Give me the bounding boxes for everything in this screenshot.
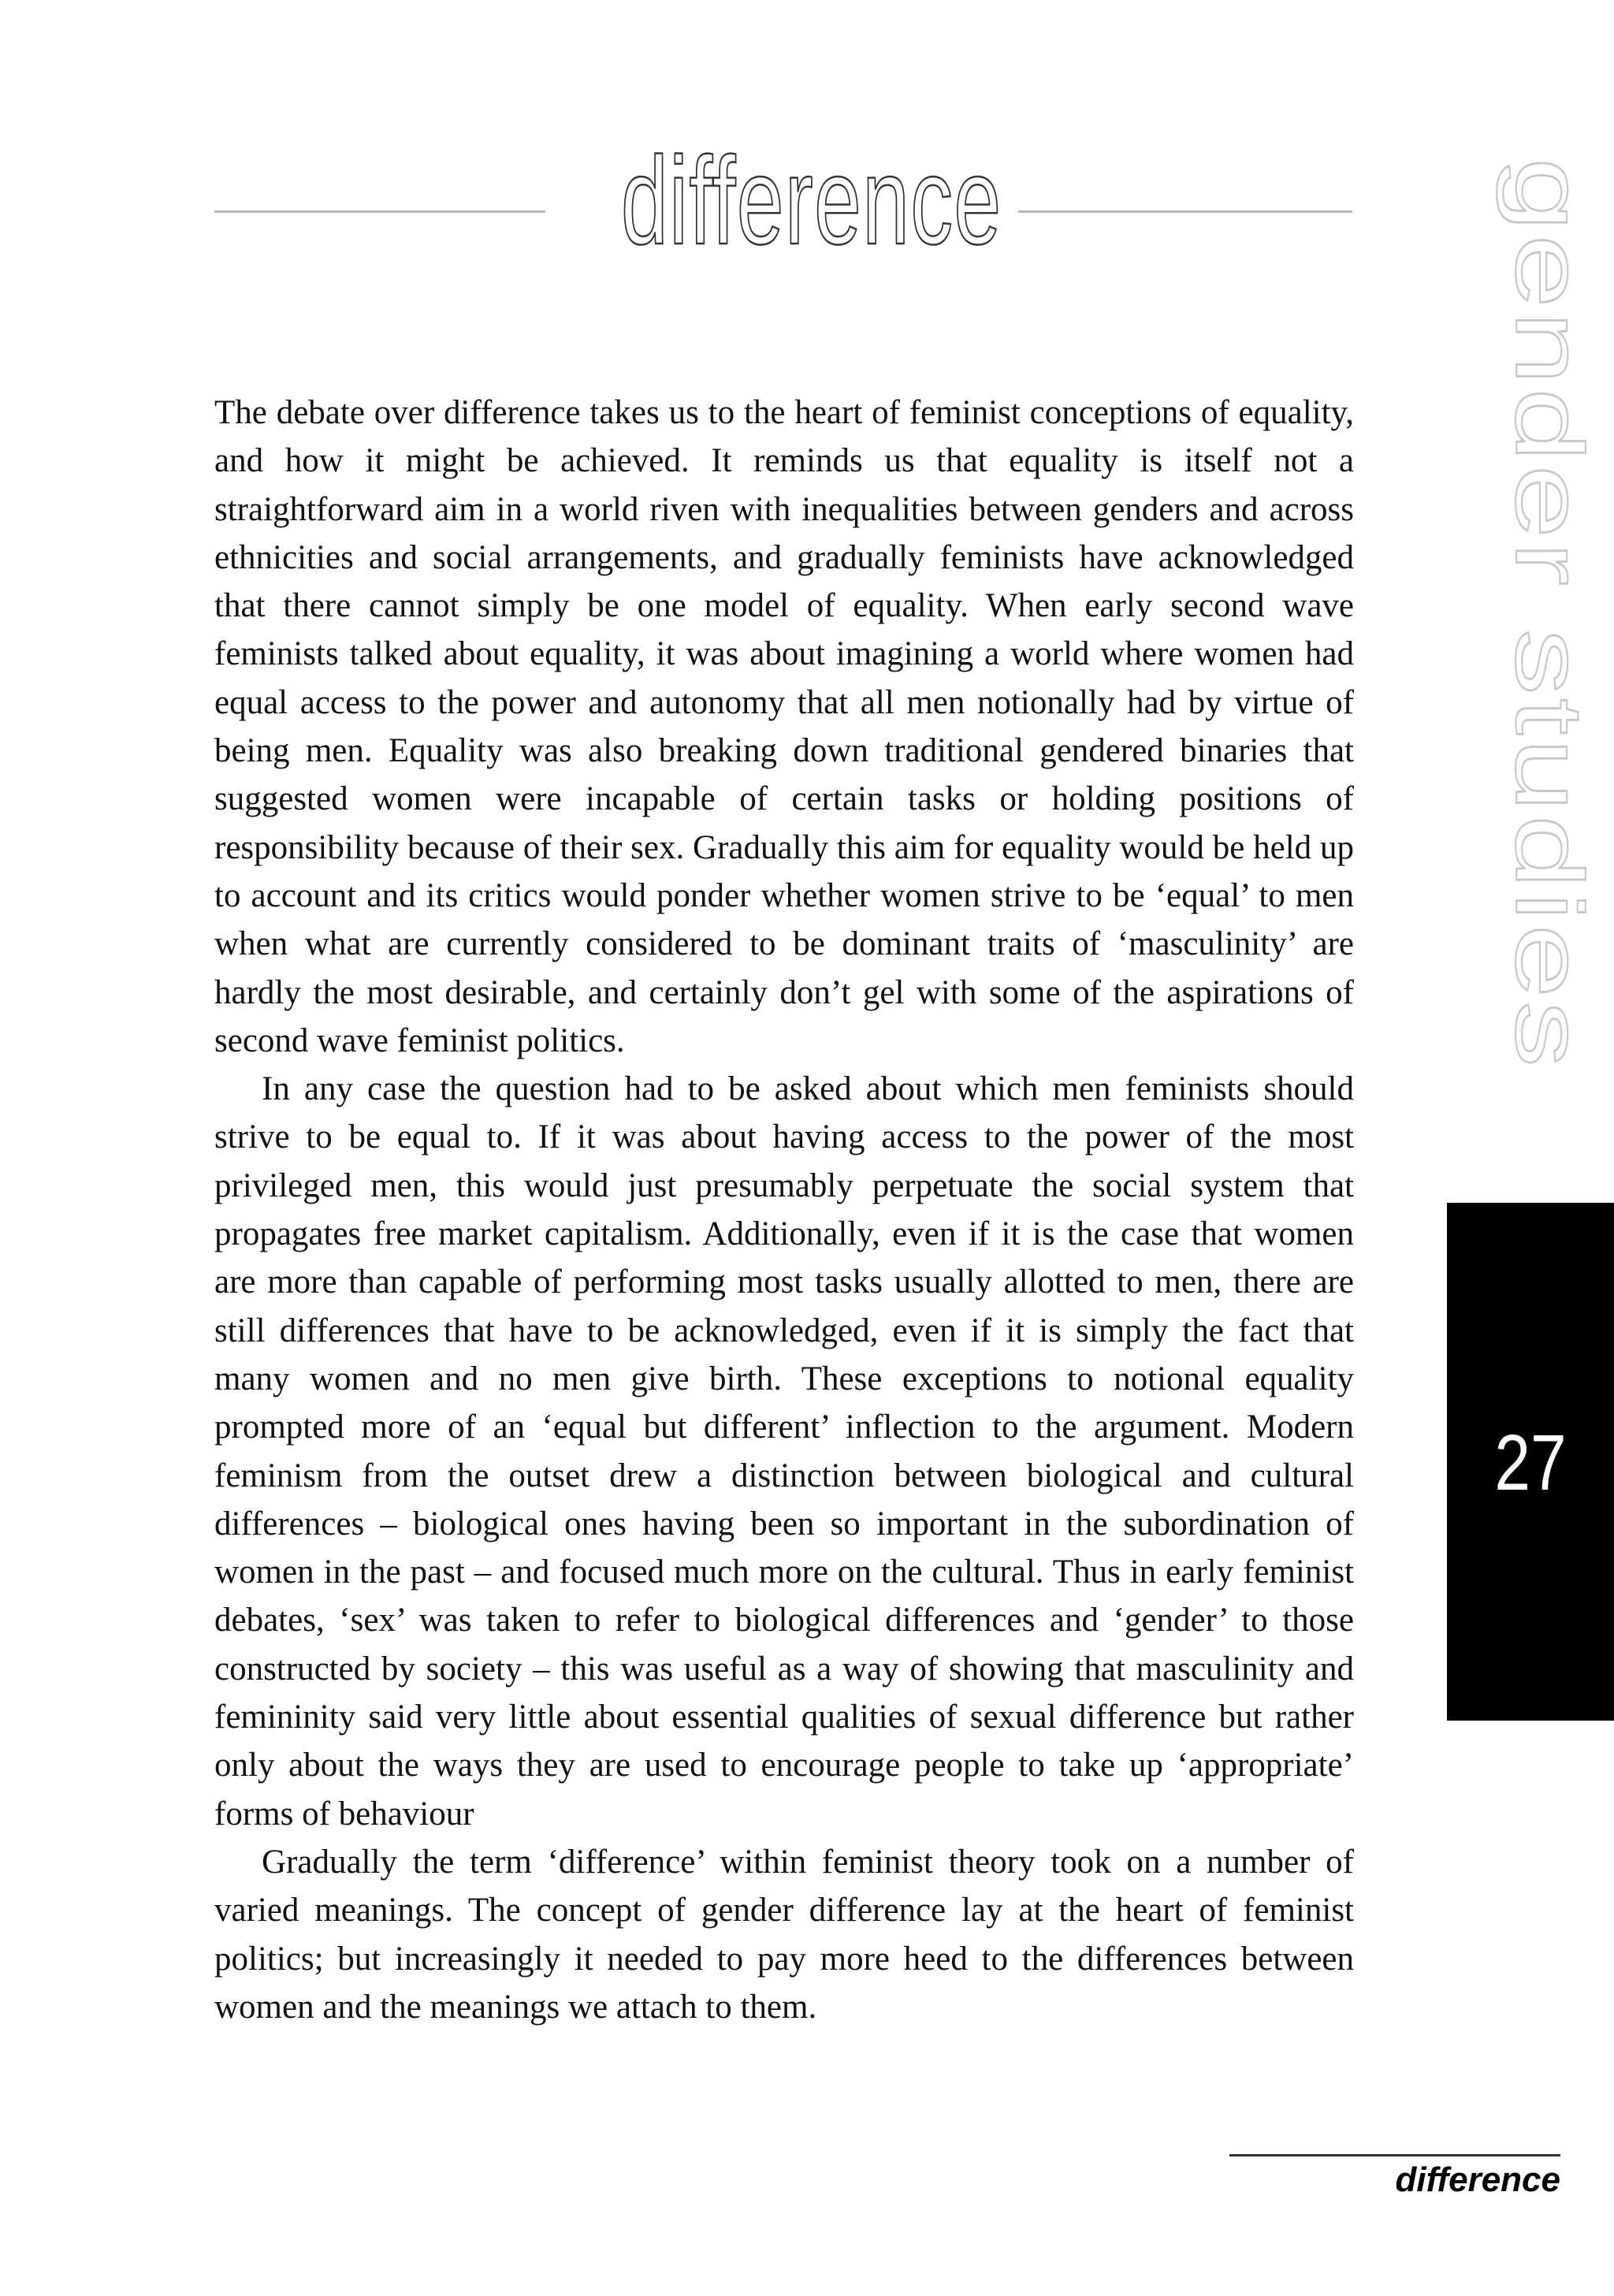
title-rule-right (1018, 210, 1352, 213)
chapter-title: difference (621, 132, 1002, 270)
body-text (214, 389, 1354, 2031)
paragraph-1: The debate over difference takes us to the heart of feminist conceptions of equality, and how it might be achieved. It reminds us that equality is itself not a straightforward aim in a world riven with inequalities between genders and across ethnicities and social arrangements, and gradually feminists have acknowledged that there cannot simply be one model of equality. When early second wave feminists talked about equality, it was about imagining a world where women had equal access to the power and autonomy that all men notionally had by virtue of being men. Equality was also breaking down traditional gendered binaries that suggested women were incapable of certain tasks or holding positions of responsibility because of their sex. Gradually this aim for equality would be held up to account and its critics would ponder whether women strive to be ‘equal’ to men when what are currently considered to be dominant traits of ‘masculinity’ are hardly the most desirable, and certainly don’t gel with some of the aspirations of second wave feminist politics. (214, 394, 1354, 1059)
paragraph-2: In any case the question had to be asked about which men feminists should strive to be equal to. If it was about having access to the power of the most privileged men, this would just presumably perpetuate the social system that propagates free market capitalism. Additionally, even if it is the case that women are more than capable of performing most tasks usually allotted to men, there are still differences that have to be acknowledged, even if it is simply the fact that many women and no men give birth. These exceptions to notional equality prompted more of an ‘equal but different’ inflection to the argument. Modern feminism from the outset drew a distinction between biological and cultural differences – biological ones having been so important in the subordination of women in the past – and focused much more on the cultural. Thus in early feminist debates, ‘sex’ was taken to refer to biological differences and ‘gender’ to those constructed by society – this was useful as a way of showing that masculinity and femininity said very little about essential qualities of sexual difference but rather only about the ways they are used to encourage people to take up ‘appropriate’ forms of behaviour (214, 1070, 1354, 1833)
paragraph-3: Gradually the term ‘difference’ within feminist theory took on a number of varied meanings. The concept of gender difference lay at the heart of feminist politics; but increasingly it needed to pay more heed to the differences between women and the meanings we attach to them. (214, 1843, 1354, 2026)
page-number: 27 (1494, 1419, 1567, 1507)
footer-rule (1229, 2154, 1560, 2156)
page-number-tab (1447, 1203, 1614, 1721)
vertical-book-title-text: gender studies (1496, 158, 1603, 1071)
title-rule-left (214, 210, 545, 213)
running-head: difference (1395, 2160, 1560, 2199)
vertical-book-title (1486, 158, 1612, 1135)
